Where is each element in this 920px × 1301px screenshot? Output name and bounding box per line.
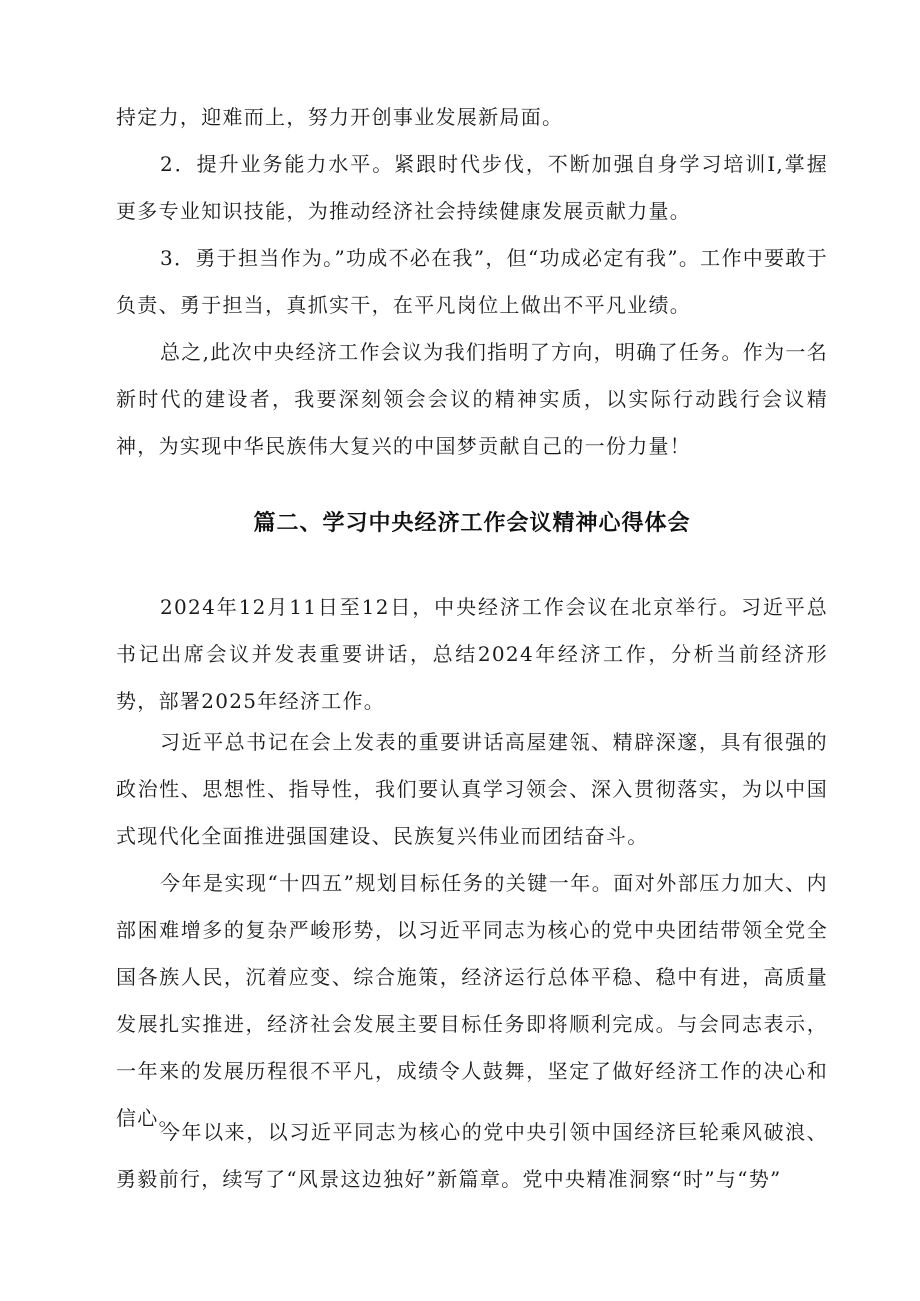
paragraph-item-2: 2．提升业务能力水平。紧跟时代步伐，不断加强自身学习培训I,掌握更多专业知识技能，为推动经济社会持续健康发展贡献力量。 <box>116 152 828 223</box>
paragraph-this-year: 今年是实现“十四五”规划目标任务的关键一年。面对外部压力加大、内部困难增多的复杂严峻形势，以习近平同志为核心的党中央团结带领全党全国各族人民，沉着应变、综合施策，经济运行总体平稳、稳中有进，高质量发展扎实推进，经济社会发展主要目标任务即将顺利完成。与会同志表示，一年来的发展历程很不平凡，成绩令人鼓舞，坚定了做好经济工作的决心和信心。 <box>116 871 828 1130</box>
paragraph-speech: 习近平总书记在会上发表的重要讲话高屋建瓴、精辟深邃，具有很强的政治性、思想性、指导性，我们要认真学习领会、深入贯彻落实，为以中国式现代化全面推进强国建设、民族复兴伟业而团结奋斗。 <box>116 730 828 848</box>
paragraph-continuation: 持定力，迎难而上，努力开创事业发展新局面。 <box>116 105 564 129</box>
paragraph-item-3: 3．勇于担当作为。”功成不必在我”，但“功成必定有我”。工作中要敢于负责、勇于担当，真抓实干，在平凡岗位上做出不平凡业绩。 <box>116 246 828 317</box>
paragraph-meeting-date: 2024年12月11日至12日，中央经济工作会议在北京举行。习近平总书记出席会议并发表重要讲话，总结2024年经济工作，分析当前经济形势，部署2025年经济工作。 <box>116 595 828 713</box>
paragraph-conclusion: 总之,此次中央经济工作会议为我们指明了方向，明确了任务。作为一名新时代的建设者，我要深刻领会会议的精神实质，以实际行动践行会议精神，为实现中华民族伟大复兴的中国梦贡献自己的一份力量！ <box>116 340 828 458</box>
paragraph-since-this-year: 今年以来，以习近平同志为核心的党中央引领中国经济巨轮乘风破浪、勇毅前行，续写了“风景这边独好”新篇章。党中央精准洞察“时”与“势” <box>116 1120 828 1191</box>
section-title: 篇二、学习中央经济工作会议精神心得体会 <box>253 511 691 536</box>
